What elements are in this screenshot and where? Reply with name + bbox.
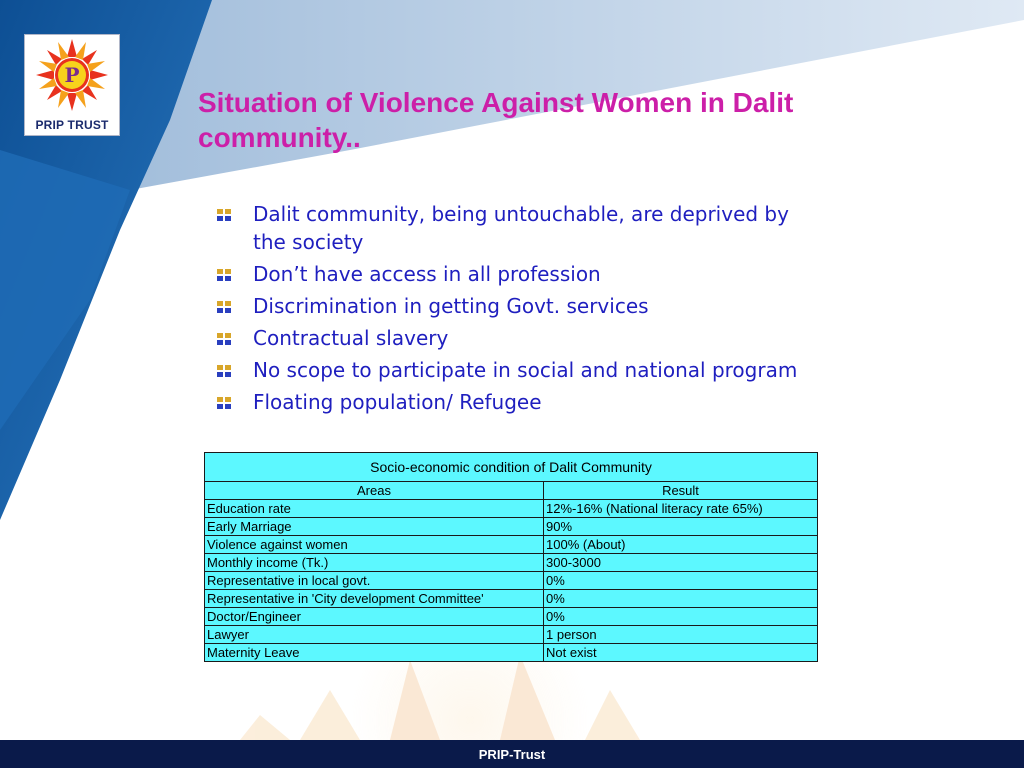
bullet-item	[214, 200, 824, 256]
sun-logo-icon	[25, 35, 119, 119]
table-cell-result: 0%	[544, 590, 818, 608]
table-cell-area: Lawyer	[205, 626, 544, 644]
bullet-item	[214, 260, 824, 288]
bullet-item	[214, 356, 824, 384]
bullet-text: Dalit community, being untouchable, are deprived by the society	[253, 202, 789, 254]
table-row	[205, 518, 818, 536]
bullet-item	[214, 292, 824, 320]
bullet-text: No scope to participate in social and national program	[253, 358, 798, 382]
table-cell-area: Monthly income (Tk.)	[205, 554, 544, 572]
table-cell-result: 90%	[544, 518, 818, 536]
table-cell-result: 1 person	[544, 626, 818, 644]
bullet-icon	[217, 209, 231, 221]
slide-title: Situation of Violence Against Women in Dalit community..	[198, 87, 794, 153]
table-cell-area: Violence against women	[205, 536, 544, 554]
socio-economic-table	[204, 452, 818, 662]
table-cell-result: 100% (About)	[544, 536, 818, 554]
footer-label: PRIP-Trust	[478, 747, 546, 762]
bullet-item	[214, 388, 824, 416]
table-cell-result: 0%	[544, 608, 818, 626]
table-caption: Socio-economic condition of Dalit Community	[205, 453, 818, 482]
table-cell-area: Early Marriage	[205, 518, 544, 536]
table-row	[205, 626, 818, 644]
bullet-text: Don’t have access in all profession	[253, 262, 601, 286]
bullet-icon	[217, 269, 231, 281]
table-cell-result: 300-3000	[544, 554, 818, 572]
footer-bar	[0, 740, 1024, 768]
table-cell-result: 0%	[544, 572, 818, 590]
table-cell-result: 12%-16% (National literacy rate 65%)	[544, 500, 818, 518]
bullet-icon	[217, 397, 231, 409]
column-header-areas: Areas	[205, 482, 544, 500]
svg-text:P: P	[64, 63, 80, 87]
table-row	[205, 608, 818, 626]
table-row	[205, 500, 818, 518]
table-cell-area: Doctor/Engineer	[205, 608, 544, 626]
bullet-icon	[217, 333, 231, 345]
bullet-icon	[217, 301, 231, 313]
logo-label: PRIP TRUST	[35, 118, 109, 132]
table-row	[205, 644, 818, 662]
prip-trust-logo	[24, 34, 120, 136]
bullet-text: Contractual slavery	[253, 326, 449, 350]
table-row	[205, 572, 818, 590]
bullet-icon	[217, 365, 231, 377]
table-cell-area: Representative in local govt.	[205, 572, 544, 590]
column-header-result: Result	[544, 482, 818, 500]
table-row	[205, 554, 818, 572]
table-row	[205, 590, 818, 608]
bullet-text: Discrimination in getting Govt. services	[253, 294, 649, 318]
table-cell-area: Maternity Leave	[205, 644, 544, 662]
table-row	[205, 536, 818, 554]
socio-economic-table-wrapper	[204, 452, 817, 662]
table-cell-result: Not exist	[544, 644, 818, 662]
bullet-text: Floating population/ Refugee	[253, 390, 542, 414]
table-cell-area: Representative in 'City development Committee'	[205, 590, 544, 608]
table-cell-area: Education rate	[205, 500, 544, 518]
bullet-list	[214, 200, 824, 420]
bullet-item	[214, 324, 824, 352]
